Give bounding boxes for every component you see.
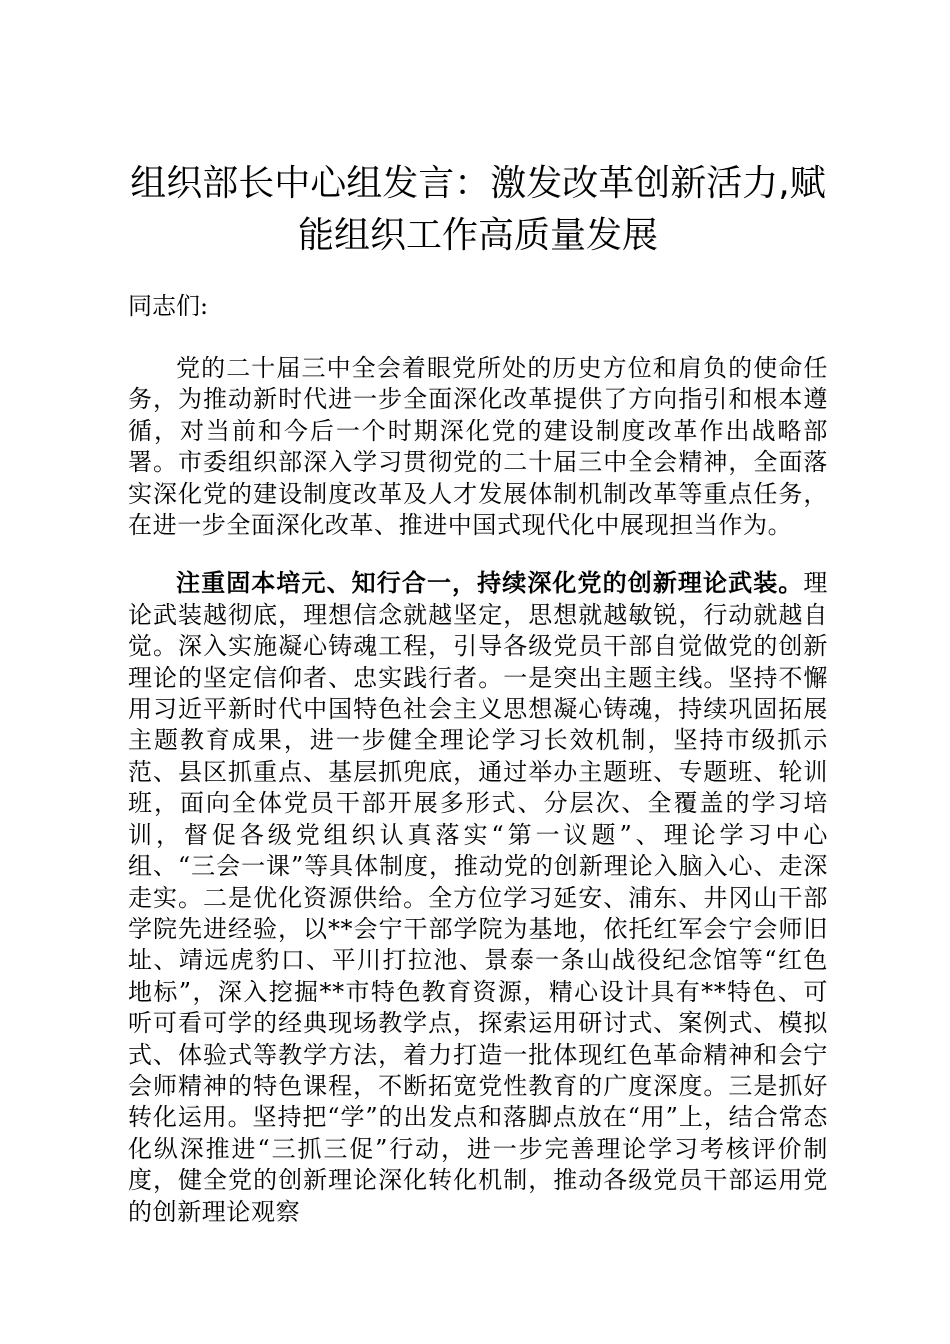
paragraph-body: 理论武装越彻底，理想信念就越坚定，思想就越敏锐，行动就越自觉。深入实施凝心铸魂工程，引导各级党员干部自觉做党的创新理论的坚定信仰者、忠实践行者。一是突出主题主线。坚持不懈用习近平新时代中国特色社会主义思想凝心铸魂，持续巩固拓展主题教育成果，进一步健全理论学习长效机制，坚持市级抓示范、县区抓重点、基层抓兜底，通过举办主题班、专题班、轮训班，面向全体党员干部开展多形式、分层次、全覆盖的学习培训，督促各级党组织认真落实“第一议题”、理论学习中心组、“三会一课”等具体制度，推动党的创新理论入脑入心、走深走实。二是优化资源供给。全方位学习延安、浦东、井冈山干部学院先进经验，以**会宁干部学院为基地，依托红军会宁会师旧址、靖远虎豹口、平川打拉池、景泰一条山战役纪念馆等“红色地标”，深入挖掘**市特色教育资源，精心设计具有**特色、可听可看可学的经典现场教学点，探索运用研讨式、案例式、模拟式、体验式等教学方法，着力打造一批体现红色革命精神和会宁会师精神的特色课程，不断拓宽党性教育的广度深度。三是抓好转化运用。坚持把“学”的出发点和落脚点放在“用”上，结合常态化纵深推进“三抓三促”行动，进一步完善理论学习考核评价制度，健全党的创新理论深化转化机制，推动各级党员干部运用党的创新理论观察 bbox=[128, 569, 828, 1226]
paragraph-theory-arming bbox=[128, 567, 828, 1228]
paragraph-intro: 党的二十届三中全会着眼党所处的历史方位和肩负的使命任务，为推动新时代进一步全面深化改革提供了方向指引和根本遵循，对当前和今后一个时期深化党的建设制度改革作出战略部署。市委组织部深入学习贯彻党的二十届三中全会精神，全面落实深化党的建设制度改革及人才发展体制机制改革等重点任务，在进一步全面深化改革、推进中国式现代化中展现担当作为。 bbox=[128, 354, 828, 540]
document-title bbox=[128, 158, 828, 262]
document-page bbox=[128, 158, 828, 1228]
document-title-line-1: 组织部长中心组发言：激发改革创新活力,赋 bbox=[130, 163, 826, 204]
document-title-line-2: 能组织工作高质量发展 bbox=[297, 215, 658, 256]
paragraph-lead-heading: 注重固本培元、知行合一，持续深化党的创新理论武装。 bbox=[176, 568, 804, 598]
salutation: 同志们: bbox=[128, 292, 209, 320]
